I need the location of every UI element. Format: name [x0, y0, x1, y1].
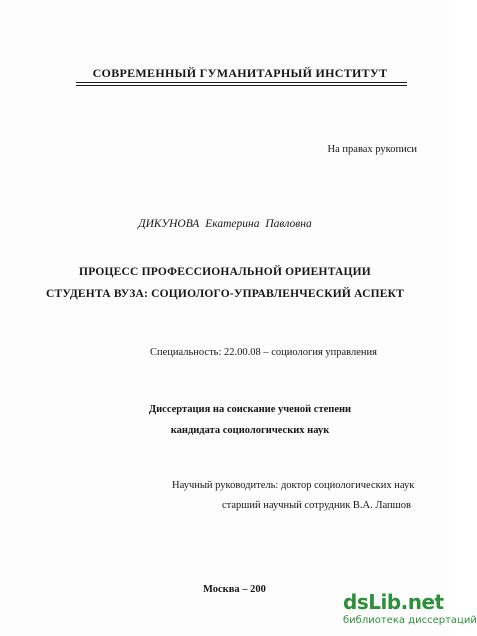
- degree-line-2: кандидата социологических наук: [170, 425, 330, 436]
- degree-line-1: Диссертация на соискание ученой степени: [148, 404, 352, 415]
- dissertation-title-line-2: СТУДЕНТА ВУЗА: СОЦИОЛОГО-УПРАВЛЕНЧЕСКИЙ АСПЕКТ: [45, 288, 405, 300]
- watermark-caption: библиотека диссертаций: [343, 615, 477, 626]
- author-name: ДИКУНОВА Екатерина Павловна: [138, 218, 312, 230]
- dslib-watermark: [343, 590, 477, 632]
- header-rule-bottom: [76, 85, 407, 86]
- manuscript-rights-note: На правах рукописи: [327, 144, 417, 155]
- dissertation-title-line-1: ПРОЦЕСС ПРОФЕССИОНАЛЬНОЙ ОРИЕНТАЦИИ: [79, 266, 371, 278]
- institute-name: СОВРЕМЕНHЫЙ ГУМАНИТАРНЫЙ ИНСТИТУТ: [92, 66, 388, 80]
- supervisor-line-1: Научный руководитель: доктор социологических наук: [172, 480, 415, 491]
- specialty-line: Специальность: 22.00.08 – социология управления: [150, 347, 377, 358]
- watermark-logo: dsLib.net: [343, 590, 444, 614]
- header-rule-top: [76, 82, 407, 83]
- supervisor-line-2: старший научный сотрудник В.А. Лапшов: [222, 500, 411, 511]
- place-and-year: Москва – 200: [203, 584, 266, 595]
